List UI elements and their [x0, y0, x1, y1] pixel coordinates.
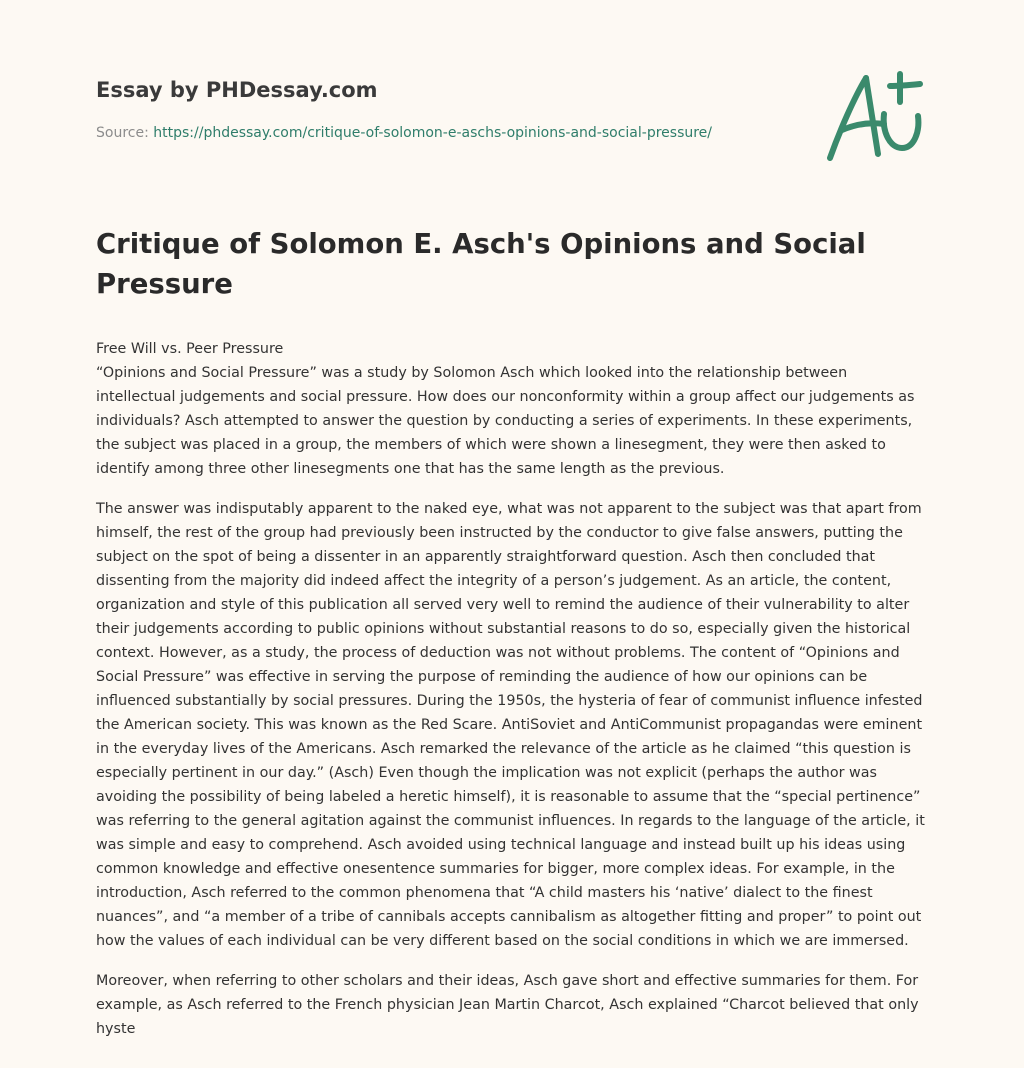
source-line — [96, 123, 776, 143]
a-plus-logo-icon — [820, 68, 930, 164]
paragraph-1 — [96, 337, 928, 481]
site-title: Essay by PHDessay.com — [96, 78, 378, 102]
essay-header — [96, 76, 776, 143]
paragraph-3: Moreover, when referring to other scholars and their ideas, Asch gave short and effective summaries for them. For example, as Asch referred to the French physician Jean Martin Charcot, Asch explained “Charcot believed that only hyste — [96, 973, 919, 1037]
paragraph-1-text: “Opinions and Social Pressure” was a study by Solomon Asch which looked into the relationship between intellectual judgements and social pressure. How does our nonconformity within a group affect our judgements as individuals? Asch attempted to answer the question by conducting a series of experiments. In these experiments, the subject was placed in a group, the members of which were shown a linesegment, they were then asked to identify among three other linesegments one that has the same length as the previous. — [96, 365, 915, 477]
article-body — [96, 337, 928, 1041]
article-subheading: Free Will vs. Peer Pressure — [96, 341, 284, 357]
article — [96, 224, 928, 1057]
source-label: Source: — [96, 125, 154, 141]
article-title: Critique of Solomon E. Asch's Opinions and Social Pressure — [96, 228, 866, 300]
paragraph-2: The answer was indisputably apparent to the naked eye, what was not apparent to the subject was that apart from himself, the rest of the group had previously been instructed by the conductor to give false answers, putting the subject on the spot of being a dissenter in an apparently straightforward question. Asch then concluded that dissenting from the majority did indeed affect the integrity of a person’s judgement. As an article, the content, organization and style of this publication all served very well to remind the audience of their vulnerability to alter their judgements according to public opinions without substantial reasons to do so, especially given the historical context. However, as a study, the process of deduction was not without problems. The content of “Opinions and Social Pressure” was effective in serving the purpose of reminding the audience of how our opinions can be influenced substantially by social pressures. During the 1950s, the hysteria of fear of communist influence infested the American society. This was known as the Red Scare. AntiSoviet and AntiCommunist propagandas were eminent in the everyday lives of the Americans. Asch remarked the relevance of the article as he claimed “this question is especially pertinent in our day.” (Asch) Even though the implication was not explicit (perhaps the author was avoiding the possibility of being labeled a heretic himself), it is reasonable to assume that the “special pertinence” was referring to the general agitation against the communist influences. In regards to the language of the article, it was simple and easy to comprehend. Asch avoided using technical language and instead built up his ideas using common knowledge and effective onesentence summaries for bigger, more complex ideas. For example, in the introduction, Asch referred to the common phenomena that “A child masters his ‘native’ dialect to the finest nuances”, and “a member of a tribe of cannibals accepts cannibalism as altogether fitting and proper” to point out how the values of each individual can be very different based on the social conditions in which we are immersed. — [96, 501, 925, 949]
source-link[interactable]: https://phdessay.com/critique-of-solomon-e-aschs-opinions-and-social-pressure/ — [153, 125, 713, 141]
